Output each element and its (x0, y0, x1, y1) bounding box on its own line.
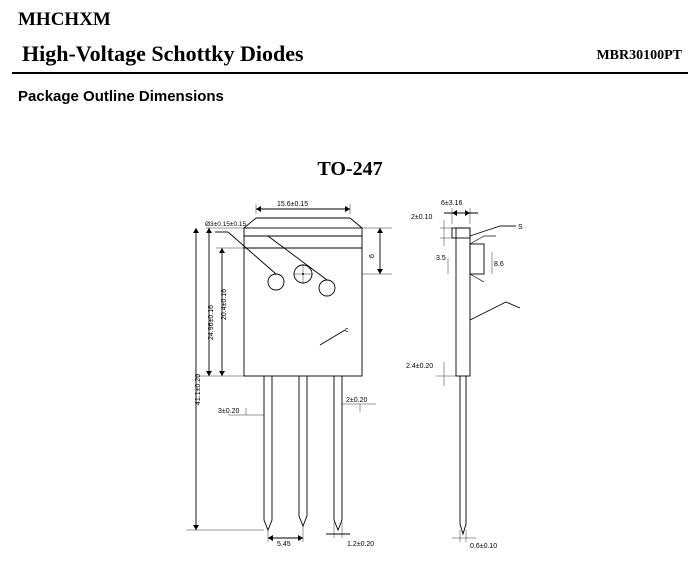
label-leader-c: c (345, 327, 349, 334)
label-dim-total-height: 41.1±0.20 (195, 373, 202, 405)
section-heading: Package Outline Dimensions (18, 88, 224, 105)
label-dim-body-to-tab: 24.96±0.16 (208, 305, 215, 340)
side-lead (460, 376, 466, 534)
label-side-dim-tab: 2±0.10 (411, 214, 433, 221)
label-dim-lead-thickness: 1.2±0.20 (347, 541, 375, 548)
page-title: High-Voltage Schottky Diodes (22, 41, 304, 66)
label-side-dim-inner-b: 8.6 (494, 261, 504, 268)
part-number: MBR30100PT (596, 48, 682, 63)
label-side-dim-top: 6±3.16 (441, 200, 463, 207)
label-dim-body-height: 20.4±0.16 (221, 288, 228, 320)
package-name: TO-247 (317, 158, 383, 180)
lead-2 (299, 376, 307, 526)
label-side-dim-lead: 0.6±0.10 (470, 543, 498, 550)
front-top-flange (244, 228, 362, 248)
label-dim-width-top: 15.6±0.15 (277, 201, 309, 208)
label-dim-lead-right: 2±0.20 (346, 397, 368, 404)
detail-circle-left (268, 274, 284, 290)
label-dim-top-left: Ø3±0.15±0.15 (205, 221, 247, 228)
company-logo (18, 10, 111, 30)
logo-text: MHCHXM (18, 9, 111, 30)
lead-1 (264, 376, 272, 530)
package-outline-drawing (0, 190, 700, 560)
label-side-s: S (518, 224, 523, 231)
label-dim-lead-left: 3±0.20 (218, 408, 240, 415)
label-side-dim-inner-a: 3.5 (436, 255, 446, 262)
side-detail-block (470, 244, 484, 274)
label-dim-pitch: 5.45 (277, 541, 291, 548)
header-divider (12, 72, 688, 74)
lead-3 (334, 376, 342, 530)
side-flange (452, 228, 470, 238)
drawing-svg (0, 190, 700, 560)
label-dim-tab-height: 6 (369, 254, 376, 258)
side-body-outline (456, 228, 470, 376)
detail-circle-right (319, 280, 335, 296)
label-side-dim-body: 2.4±0.20 (406, 363, 434, 370)
